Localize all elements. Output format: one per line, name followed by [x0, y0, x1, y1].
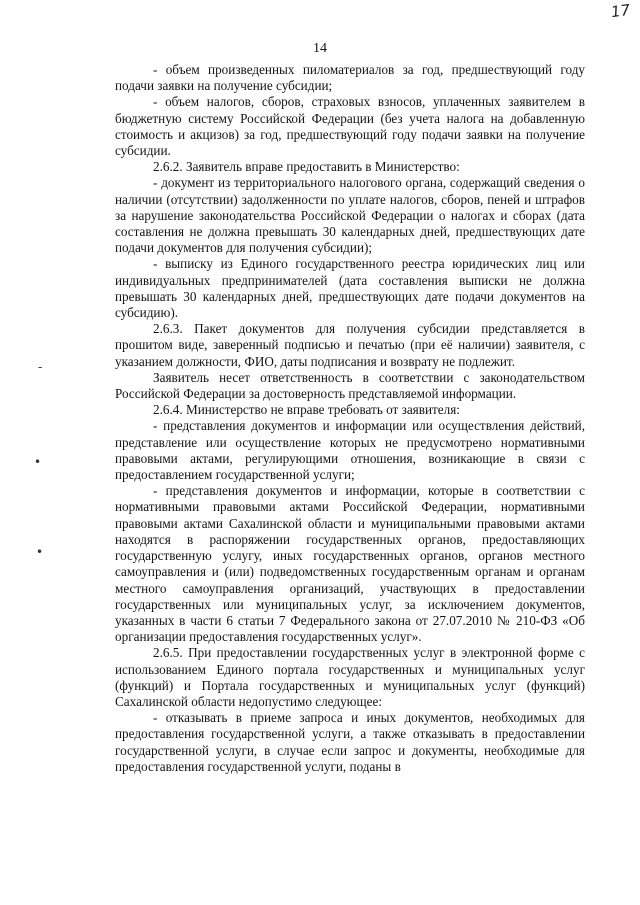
paragraph: 2.6.5. При предоставлении государственных услуг в электронной форме с использованием Единого портала государственных и муниципальных услуг (функций) и Портала государственных и муниципальных услуг (функций) Сахалинской области недопустимо следующее: [115, 645, 585, 709]
page-number: 14 [313, 41, 327, 56]
paragraph: 2.6.4. Министерство не вправе требовать от заявителя: [153, 402, 460, 418]
handwritten-page-mark: 17 [609, 0, 632, 22]
paragraph: - документ из территориального налогового органа, содержащий сведения о наличии (отсутствии) задолженности по уплате налогов, сборов, пеней и штрафов за нарушение законодательства Российской Федерации о налогах и сборах (дата составления не должна превышать 30 календарных дней, предшествующих дате подачи документов для получения субсидии); [115, 175, 585, 256]
margin-mark: • [34, 455, 42, 469]
paragraph: 2.6.3. Пакет документов для получения субсидии представляется в прошитом виде, заверенный подписью и печатью (при её наличии) заявителя, с указанием должности, ФИО, даты подписания и возврату не подлежит. [115, 321, 585, 369]
paragraph: - отказывать в приеме запроса и иных документов, необходимых для предоставления государственной услуги, а также отказывать в предоставлении государственной услуги, в случае если запрос и документы, необходимые для предоставления государственной услуги, поданы в [115, 710, 585, 774]
paragraph: - представления документов и информации, которые в соответствии с нормативными правовыми актами Российской Федерации, нормативными правовыми актами Сахалинской области и муниципальными правовыми актами находятся в распоряжении государственных органов, предоставляющих государственную услугу, иных государственных органов, органов местного самоуправления и (или) подведомственных государственным органам и органам местного самоуправления организаций, участвующих в предоставлении государственных или муниципальных услуг, за исключением документов, указанных в части 6 статьи 7 Федерального закона от 27.07.2010 № 210-ФЗ «Об организации предоставления государственных услуг». [115, 483, 585, 645]
paragraph: - выписку из Единого государственного реестра юридических лиц или индивидуальных предпринимателей (дата составления выписки не должна превышать 30 календарных дней, предшествующих дате подачи документов на субсидию). [115, 256, 585, 321]
margin-mark: - [38, 360, 43, 374]
paragraph: - представления документов и информации или осуществления действий, представление или осуществление которых не предусмотрено нормативными правовыми актами, регулирующими отношения, возникающие в связи с предоставлением государственной услуги; [115, 418, 585, 483]
document-body [115, 62, 585, 775]
paragraph: - объем произведенных пиломатериалов за год, предшествующий году подачи заявки на получение субсидии; [115, 62, 585, 94]
paragraph: Заявитель несет ответственность в соответствии с законодательством Российской Федерации за достоверность представляемой информации. [115, 369, 585, 402]
paragraph: 2.6.2. Заявитель вправе предоставить в Министерство: [153, 159, 460, 175]
margin-mark: • [36, 545, 44, 559]
paragraph: - объем налогов, сборов, страховых взносов, уплаченных заявителем в бюджетную систему Российской Федерации (без учета налога на добавленную стоимость и акцизов) за год, предшествующий году подачи заявки на получение субсидии. [115, 94, 585, 159]
